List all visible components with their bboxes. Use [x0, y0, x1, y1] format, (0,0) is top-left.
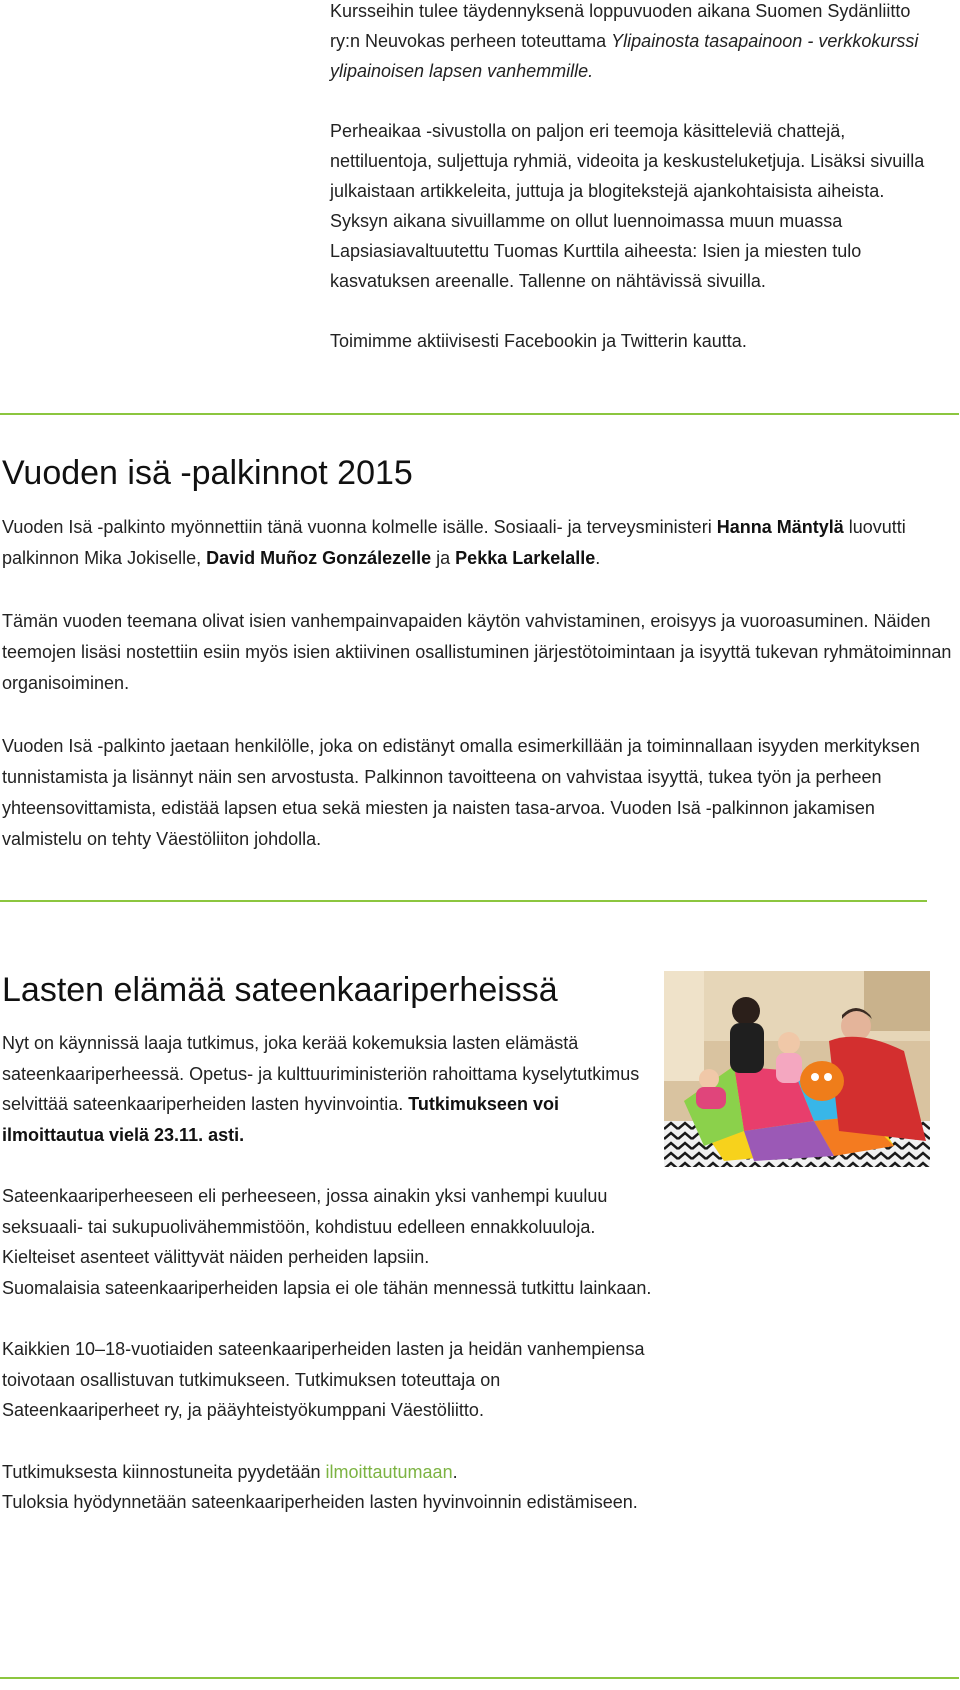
- register-link[interactable]: ilmoittautumaan: [325, 1461, 453, 1482]
- green-divider-2: [0, 900, 927, 902]
- intro-paragraph-1: [330, 0, 940, 86]
- isa-paragraph-2: Tämän vuoden teemana olivat isien vanhempainvapaiden käytön vahvistaminen, eroisyys ja vuoroasuminen. Näiden teemojen lisäsi nostettiin esiin myös isien aktiivinen osallistuminen järjestötoimintaan ja isyyttä tukevan ryhmätoiminnan organisoiminen.: [2, 611, 952, 693]
- rainbow-families-heading: Lasten elämää sateenkaariperheissä: [2, 971, 558, 1009]
- minister-name: Hanna Mäntylä: [716, 517, 844, 537]
- green-divider-3: [0, 1677, 959, 1679]
- isa-paragraph-1: [2, 512, 952, 574]
- family-photo: [664, 971, 930, 1167]
- isa-paragraph-3: Vuoden Isä -palkinto jaetaan henkilölle, joka on edistänyt omalla esimerkillään ja toiminnallaan isyyden merkityksen tunnistamista ja lisännyt näin sen arvostusta. Palkinnon tavoitteena on vahvistaa isyyttä, tukea työn ja perheen yhteensovittamista, edistää lapsen etua sekä miesten ja naisten tasa-arvoa. Vuoden Isä -palkinnon jakamisen valmistelu on tehty Väestöliiton johdolla.: [2, 736, 920, 849]
- rainbow-paragraph-4b: Tuloksia hyödynnetään sateenkaariperheiden lasten hyvinvoinnin edistämiseen.: [2, 1492, 638, 1512]
- rainbow-p4-b: .: [452, 1461, 458, 1482]
- course-name-italic: Ylipainosta tasapainoon - verkkokurssi ylipainoisen lapsen vanhemmille.: [330, 31, 919, 81]
- green-divider-1: [0, 413, 959, 415]
- intro-p1-text: Kursseihin tulee täydennyksenä loppuvuoden aikana Suomen Sydänliitto ry:n Neuvokas perheen toteuttama: [330, 1, 911, 51]
- isa-award-heading: Vuoden isä -palkinnot 2015: [2, 454, 413, 492]
- intro-text-block: [330, 0, 940, 386]
- winner-name-2: David Muñoz Gonzálezelle: [206, 548, 432, 568]
- rainbow-paragraph-2b: Suomalaisia sateenkaariperheiden lapsia ei ole tähän mennessä tutkittu lainkaan.: [2, 1277, 652, 1298]
- rainbow-paragraph-1: [2, 1028, 652, 1150]
- winner-name-3: Pekka Larkelalle: [455, 548, 596, 568]
- rainbow-paragraph-4: [2, 1457, 652, 1488]
- intro-paragraph-3: Toimimme aktiivisesti Facebookin ja Twitterin kautta.: [330, 331, 747, 351]
- rainbow-p4-a: Tutkimuksesta kiinnostuneita pyydetään: [2, 1461, 326, 1482]
- rainbow-p1-a: Nyt on käynnissä laaja tutkimus, joka kerää kokemuksia lasten elämästä sateenkaariperheessä. Opetus- ja kulttuuriministeriön rahoittama kyselytutkimus selvittää sateenkaariperheiden lasten hyvinvointia.: [2, 1033, 640, 1114]
- isa-p1-a: Vuoden Isä -palkinto myönnettiin tänä vuonna kolmelle isälle. Sosiaali- ja terveysministeri: [2, 517, 717, 537]
- isa-p1-e: .: [595, 548, 601, 568]
- registration-deadline: Tutkimukseen voi ilmoittautua vielä 23.11. asti.: [2, 1094, 559, 1145]
- isa-p1-d: ja: [431, 548, 456, 568]
- rainbow-paragraph-2: Sateenkaariperheeseen eli perheeseen, jossa ainakin yksi vanhempi kuuluu seksuaali- tai sukupuolivähemmistöön, kohdistuu edelleen ennakkoluuloja. Kielteiset asenteet välittyvät näiden perheiden lapsiin.: [2, 1186, 608, 1267]
- rainbow-paragraph-3: Kaikkien 10–18-vuotiaiden sateenkaariperheiden lasten ja heidän vanhempiensa toivotaan osallistuvan tutkimukseen. Tutkimuksen toteuttaja on Sateenkaariperheet ry, ja pääyhteistyökumppani Väestöliitto.: [2, 1339, 645, 1420]
- isa-award-section: [2, 452, 952, 887]
- intro-paragraph-2: Perheaikaa -sivustolla on paljon eri teemoja käsitteleviä chattejä, nettiluentoja, suljettuja ryhmiä, videoita ja keskusteluketjuja. Lisäksi sivuilla julkaistaan artikkeleita, juttuja ja blogitekstejä ajankohtaisista aiheista. Syksyn aikana sivuillamme on ollut luennoimassa muun muassa Lapsiasiavaltuutettu Tuomas Kurttila aiheesta: Isien ja miesten tulo kasvatuksen areenalle. Tallenne on nähtävissä sivuilla.: [330, 121, 925, 291]
- rainbow-families-section: [2, 968, 652, 1549]
- isa-p1-c: luovutti palkinnon Mika Jokiselle,: [2, 517, 906, 568]
